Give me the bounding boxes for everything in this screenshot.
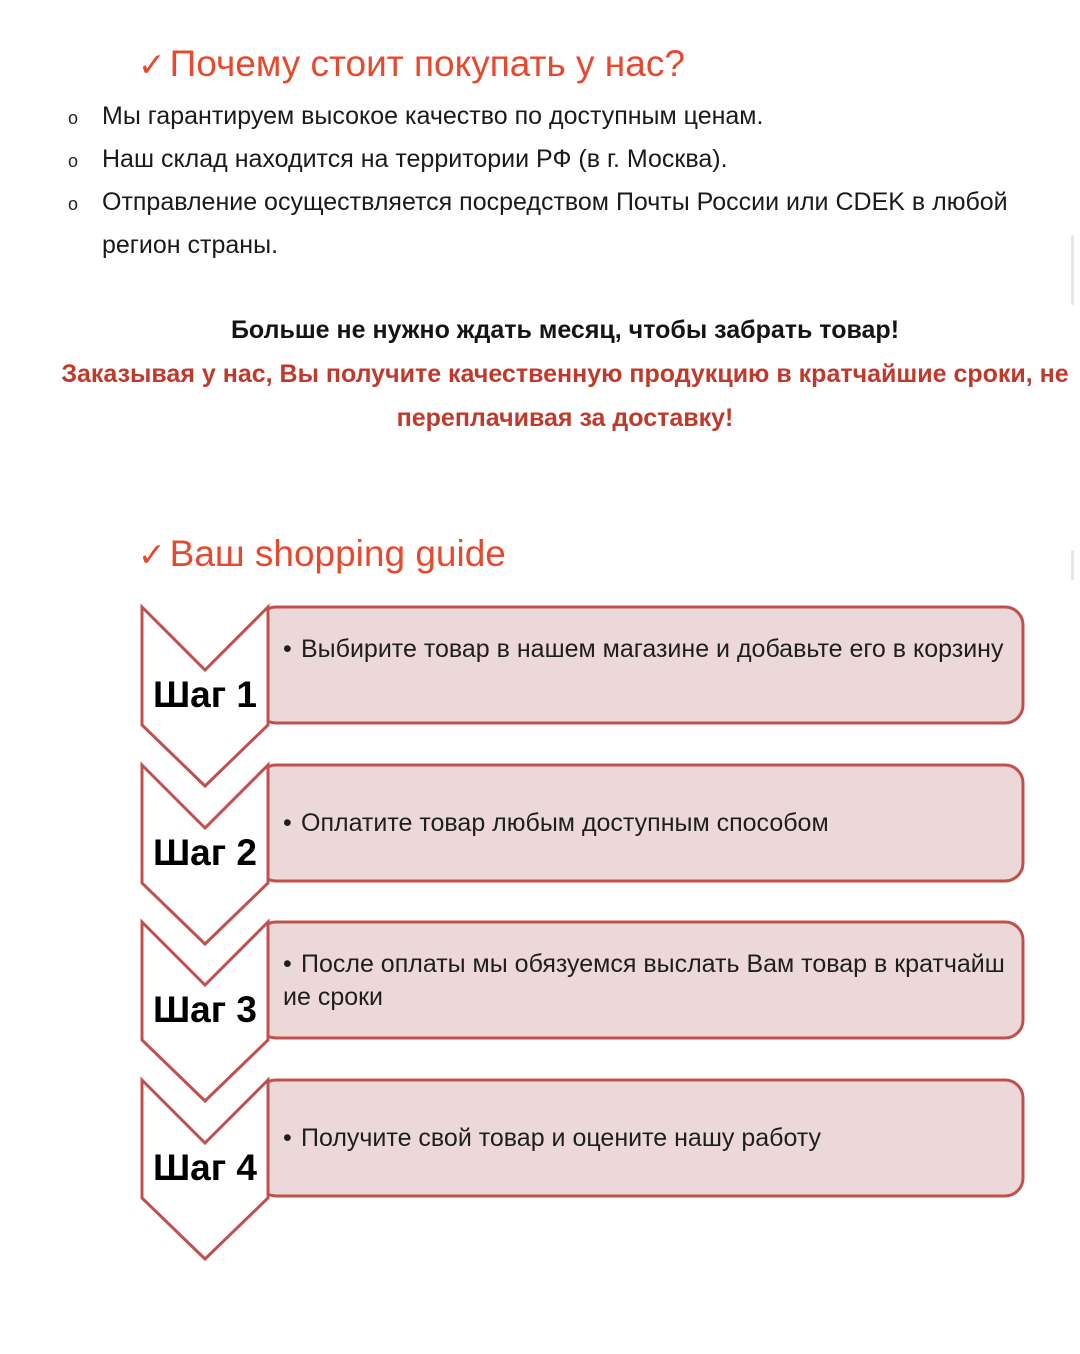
bullet-dot-icon: • <box>283 1124 292 1152</box>
step-3-text: • После оплаты мы обязуемся выслать Вам товар в кратчайшие сроки <box>283 950 1005 1011</box>
step-2-label: Шаг 2 <box>152 832 258 873</box>
circle-bullet-icon: o <box>68 194 79 214</box>
promo-line-1: Больше не нужно ждать месяц, чтобы забрать товар! <box>230 316 900 344</box>
list-item: o Наш склад находится на территории РФ (в г. Москва). <box>64 138 1024 181</box>
shopping-guide-title: Ваш shopping guide <box>169 533 506 574</box>
bullet-dot-icon: • <box>283 809 292 837</box>
step-2-shapes <box>142 765 1023 944</box>
step-4-shapes <box>142 1080 1023 1259</box>
circle-bullet-icon: o <box>68 108 79 128</box>
step-1-label: Шаг 1 <box>152 674 258 715</box>
list-item: o Отправление осуществляется посредством Почты России или CDEK в любой регион страны. <box>64 181 1024 267</box>
bullet-dot-icon: • <box>283 950 292 978</box>
bullet-dot-icon: • <box>283 635 292 663</box>
scrollbar-thumb-2[interactable] <box>1071 550 1074 580</box>
checkmark-icon: ✓ <box>138 535 166 574</box>
step-3-label: Шаг 3 <box>152 989 258 1030</box>
why-buy-title: Почему стоит покупать у нас? <box>169 43 685 84</box>
circle-bullet-icon: o <box>68 151 79 171</box>
step-1-text: • Выбирите товар в нашем магазине и добавьте его в корзину <box>283 633 1018 666</box>
list-item: o Мы гарантируем высокое качество по доступным ценам. <box>64 95 1024 138</box>
step-4-label: Шаг 4 <box>152 1147 258 1188</box>
checkmark-icon: ✓ <box>138 45 166 84</box>
step-4-text: • Получите свой товар и оцените нашу работу <box>283 1122 1023 1155</box>
promo-line-2: Заказывая у нас, Вы получите качественную продукцию в кратчайшие сроки, не переплачивая за доставку! <box>61 360 1069 432</box>
step-2-text: • Оплатите товар любым доступным способом <box>283 807 1023 840</box>
scrollbar-thumb[interactable] <box>1071 235 1074 305</box>
